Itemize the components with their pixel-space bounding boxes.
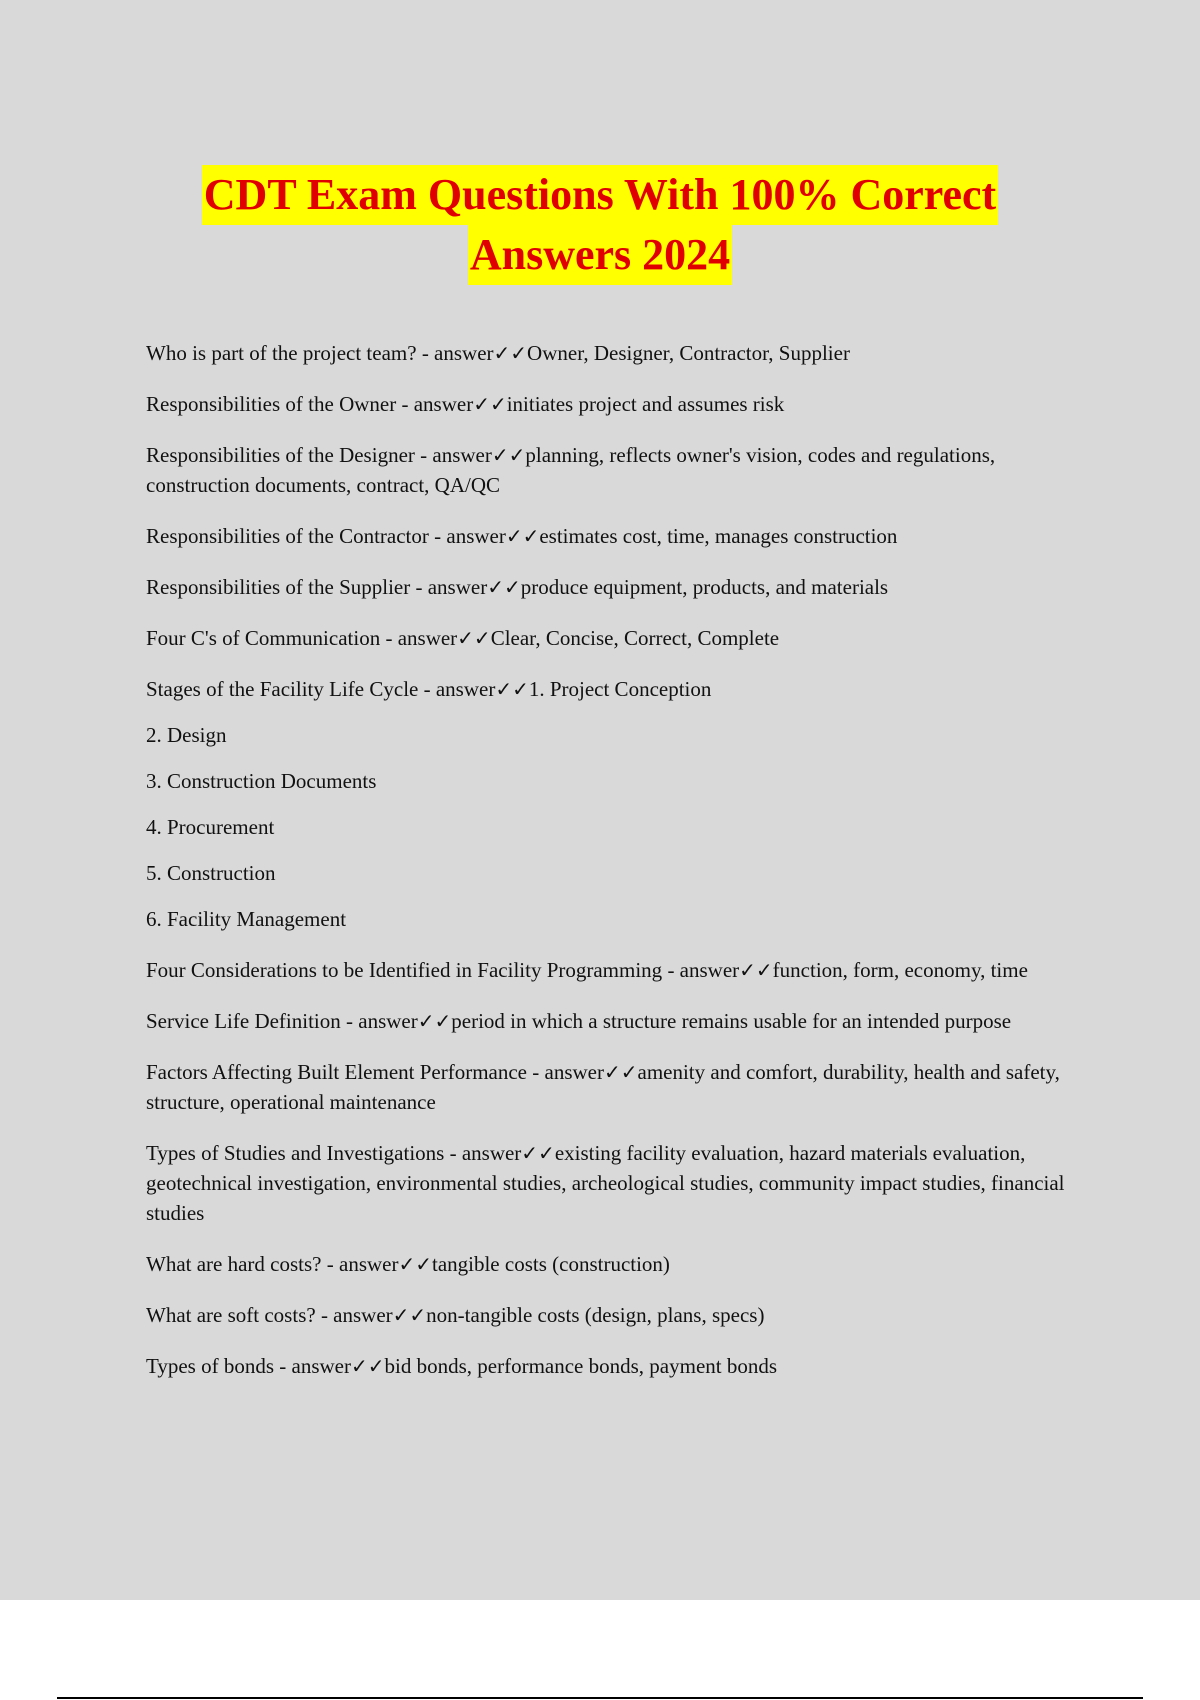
answer-separator: - answer bbox=[444, 1141, 522, 1165]
answer-text: produce equipment, products, and materials bbox=[520, 575, 889, 599]
checkmark-icon: ✓✓ bbox=[398, 1252, 432, 1276]
answer-separator: - answer bbox=[315, 1303, 393, 1327]
page-divider bbox=[57, 1697, 1143, 1699]
stage-item: 2. Design bbox=[146, 723, 227, 747]
answer-text: function, form, economy, time bbox=[772, 958, 1028, 982]
answer-separator: - answer bbox=[396, 392, 474, 416]
answer-separator: - answer bbox=[416, 341, 494, 365]
answer-text: estimates cost, time, manages construction bbox=[539, 524, 898, 548]
answer-separator: - answer bbox=[418, 677, 496, 701]
question-text: Types of Studies and Investigations bbox=[146, 1141, 445, 1165]
stage-item: 3. Construction Documents bbox=[146, 769, 377, 793]
question-text: Service Life Definition bbox=[146, 1009, 341, 1033]
checkmark-icon: ✓✓ bbox=[603, 1060, 638, 1084]
qa-item bbox=[146, 1057, 1086, 1117]
question-text: Types of bonds bbox=[146, 1354, 275, 1378]
title-line-1: CDT Exam Questions With 100% Correct bbox=[202, 165, 998, 225]
answer-separator: - answer bbox=[321, 1252, 399, 1276]
answer-separator: - answer bbox=[414, 443, 492, 467]
qa-item bbox=[146, 521, 1086, 551]
checkmark-icon: ✓✓ bbox=[491, 443, 526, 467]
checkmark-icon: ✓✓ bbox=[493, 341, 528, 365]
question-text: Responsibilities of the Supplier bbox=[146, 575, 411, 599]
stage-item: 4. Procurement bbox=[146, 815, 275, 839]
answer-separator: - answer bbox=[527, 1060, 604, 1084]
checkmark-icon: ✓✓ bbox=[473, 392, 507, 416]
question-text: What are hard costs? bbox=[146, 1252, 322, 1276]
question-text: Responsibilities of the Contractor bbox=[146, 524, 429, 548]
qa-item bbox=[146, 572, 1086, 602]
qa-item bbox=[146, 955, 1086, 985]
answer-text: tangible costs (construction) bbox=[431, 1252, 670, 1276]
question-text: Factors Affecting Built Element Performance bbox=[146, 1060, 528, 1084]
checkmark-icon: ✓✓ bbox=[739, 958, 773, 982]
checkmark-icon: ✓✓ bbox=[487, 575, 521, 599]
qa-item bbox=[146, 1300, 1086, 1330]
answer-text: period in which a structure remains usable for an intended purpose bbox=[451, 1009, 1012, 1033]
answer-text: 1. Project Conception bbox=[528, 677, 712, 701]
qa-item bbox=[146, 1351, 1086, 1381]
checkmark-icon: ✓✓ bbox=[495, 677, 529, 701]
answer-separator: - answer bbox=[340, 1009, 418, 1033]
question-text: Four Considerations to be Identified in Facility Programming bbox=[146, 958, 663, 982]
answer-text: Clear, Concise, Correct, Complete bbox=[490, 626, 780, 650]
answer-separator: - answer bbox=[428, 524, 506, 548]
question-text: Responsibilities of the Designer bbox=[146, 443, 415, 467]
stage-item: 5. Construction bbox=[146, 861, 276, 885]
question-text: Four C's of Communication bbox=[146, 626, 381, 650]
question-text: What are soft costs? bbox=[146, 1303, 316, 1327]
title-line-2: Answers 2024 bbox=[468, 225, 732, 285]
qa-item bbox=[146, 623, 1086, 653]
checkmark-icon: ✓✓ bbox=[521, 1141, 555, 1165]
answer-separator: - answer bbox=[410, 575, 488, 599]
qa-item bbox=[146, 1249, 1086, 1279]
answer-text: amenity and comfort, durability, health and safety, structure, operational maintenance bbox=[146, 1060, 1060, 1114]
qa-item bbox=[146, 389, 1086, 419]
answer-text: bid bonds, performance bonds, payment bonds bbox=[384, 1354, 778, 1378]
qa-item bbox=[146, 674, 1086, 704]
question-text: Responsibilities of the Owner bbox=[146, 392, 397, 416]
document-title bbox=[0, 165, 1200, 285]
answer-text: non-tangible costs (design, plans, specs) bbox=[426, 1303, 765, 1327]
answer-text: Owner, Designer, Contractor, Supplier bbox=[527, 341, 850, 365]
answer-text: initiates project and assumes risk bbox=[506, 392, 785, 416]
question-text: Who is part of the project team? bbox=[146, 341, 417, 365]
answer-separator: - answer bbox=[274, 1354, 351, 1378]
checkmark-icon: ✓✓ bbox=[417, 1009, 452, 1033]
answer-text: existing facility evaluation, hazard materials evaluation, geotechnical investigation, environmental studies, archeological studies, community impact studies, financial studies bbox=[146, 1141, 1065, 1225]
answer-text: planning, reflects owner's vision, codes and regulations, construction documents, contract, QA/QC bbox=[146, 443, 996, 497]
qa-item bbox=[146, 1006, 1086, 1036]
answer-separator: - answer bbox=[662, 958, 740, 982]
qa-item bbox=[146, 440, 1086, 500]
checkmark-icon: ✓✓ bbox=[457, 626, 491, 650]
checkmark-icon: ✓✓ bbox=[392, 1303, 427, 1327]
stage-item: 6. Facility Management bbox=[146, 907, 347, 931]
checkmark-icon: ✓✓ bbox=[351, 1354, 385, 1378]
checkmark-icon: ✓✓ bbox=[505, 524, 540, 548]
qa-item bbox=[146, 338, 1086, 368]
qa-item bbox=[146, 1138, 1086, 1228]
qa-list bbox=[146, 338, 1086, 1402]
answer-separator: - answer bbox=[380, 626, 458, 650]
question-text: Stages of the Facility Life Cycle bbox=[146, 677, 419, 701]
